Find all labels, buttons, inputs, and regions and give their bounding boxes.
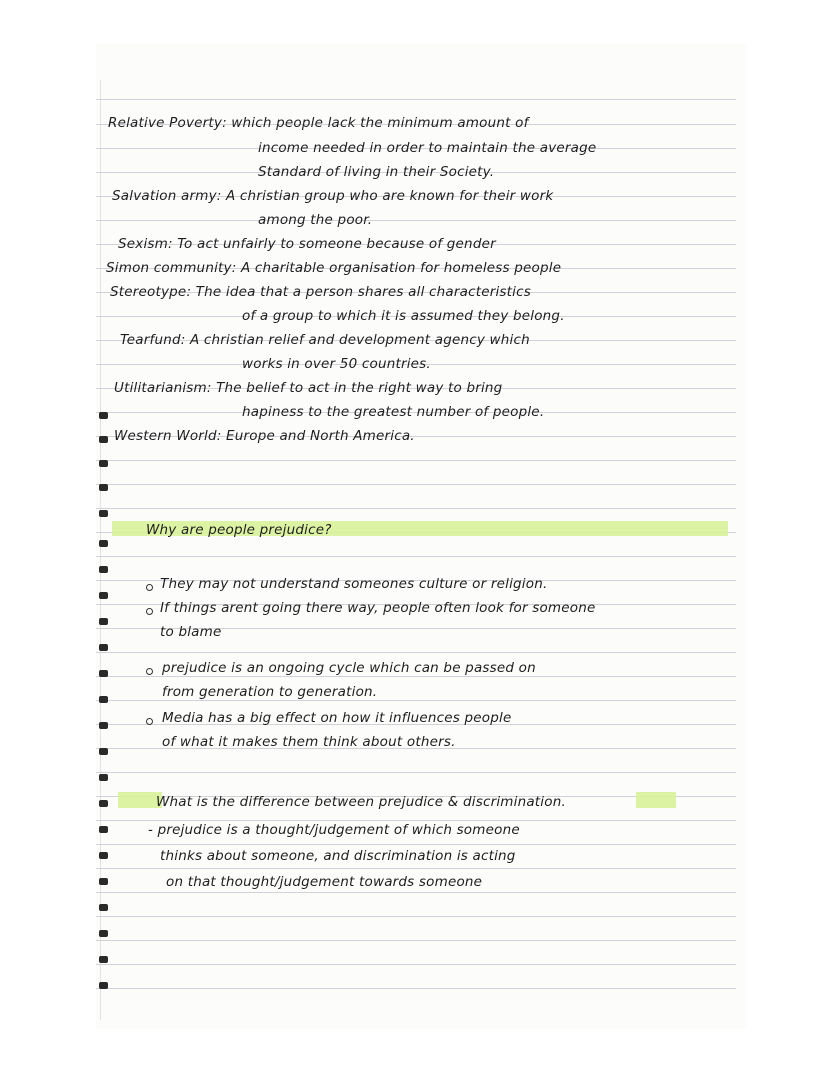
binding-hole (99, 566, 108, 573)
ruled-line (96, 460, 736, 461)
answer-line-1: - prejudice is a thought/judgement of which someone (148, 822, 520, 838)
ruled-line (96, 988, 736, 989)
binding-hole (99, 774, 108, 781)
salvation-army-line-2: among the poor. (258, 212, 373, 228)
bullet-marker (146, 718, 153, 725)
bullet-4-line-2: of what it makes them think about others. (162, 734, 456, 750)
binding-hole (99, 460, 108, 467)
ruled-line (96, 220, 736, 221)
bullet-2-line-2: to blame (160, 624, 222, 640)
ruled-line (96, 916, 736, 917)
binding-hole (99, 696, 108, 703)
question-2-highlight-right (636, 792, 676, 808)
bullet-4-line-1: Media has a big effect on how it influences people (162, 710, 512, 726)
ruled-line (96, 484, 736, 485)
binding-hole (99, 510, 108, 517)
stereotype-line-1: Stereotype: The idea that a person shares all characteristics (110, 284, 531, 300)
binding-hole (99, 800, 108, 807)
bullet-3-line-1: prejudice is an ongoing cycle which can be passed on (162, 660, 536, 676)
binding-hole (99, 540, 108, 547)
binding-hole (99, 982, 108, 989)
ruled-line (96, 892, 736, 893)
question-difference: What is the difference between prejudice & discrimination. (156, 794, 566, 810)
binding-hole (99, 436, 108, 443)
binding-hole (99, 722, 108, 729)
ruled-line (96, 700, 736, 701)
ruled-line (96, 508, 736, 509)
tearfund-line-2: works in over 50 countries. (242, 356, 431, 372)
ruled-line (96, 556, 736, 557)
tearfund-line-1: Tearfund: A christian relief and development agency which (120, 332, 530, 348)
binding-hole (99, 878, 108, 885)
relative-poverty-line-1: Relative Poverty: which people lack the minimum amount of (108, 115, 529, 131)
sexism-line: Sexism: To act unfairly to someone because of gender (118, 236, 496, 252)
ruled-line (96, 652, 736, 653)
ruled-line (96, 868, 736, 869)
western-world-line: Western World: Europe and North America. (114, 428, 415, 444)
bullet-1-line-1: They may not understand someones culture or religion. (160, 576, 548, 592)
binding-hole (99, 904, 108, 911)
binding-hole (99, 412, 108, 419)
salvation-army-line-1: Salvation army: A christian group who are known for their work (112, 188, 554, 204)
utilitarianism-line-1: Utilitarianism: The belief to act in the right way to bring (114, 380, 503, 396)
ruled-line (96, 940, 736, 941)
relative-poverty-line-2: income needed in order to maintain the average (258, 140, 597, 156)
ruled-line (96, 844, 736, 845)
bullet-marker (146, 668, 153, 675)
question-why-prejudice: Why are people prejudice? (146, 522, 332, 538)
answer-line-2: thinks about someone, and discrimination is acting (160, 848, 516, 864)
utilitarianism-line-2: hapiness to the greatest number of people. (242, 404, 545, 420)
relative-poverty-line-3: Standard of living in their Society. (258, 164, 495, 180)
ruled-line (96, 964, 736, 965)
binding-hole (99, 644, 108, 651)
ruled-line (96, 820, 736, 821)
bullet-2-line-1: If things arent going there way, people often look for someone (160, 600, 596, 616)
ruled-line (96, 99, 736, 100)
bullet-marker (146, 608, 153, 615)
binding-hole (99, 930, 108, 937)
bullet-3-line-2: from generation to generation. (162, 684, 378, 700)
ruled-line (96, 772, 736, 773)
bullet-marker (146, 584, 153, 591)
answer-line-3: on that thought/judgement towards someone (166, 874, 483, 890)
simon-community-line: Simon community: A charitable organisation for homeless people (106, 260, 562, 276)
binding-hole (99, 852, 108, 859)
binding-hole (99, 826, 108, 833)
binding-hole (99, 670, 108, 677)
binding-hole (99, 484, 108, 491)
ruled-line (96, 676, 736, 677)
binding-hole (99, 592, 108, 599)
binding-hole (99, 748, 108, 755)
stereotype-line-2: of a group to which it is assumed they belong. (242, 308, 565, 324)
binding-hole (99, 956, 108, 963)
binding-hole (99, 618, 108, 625)
